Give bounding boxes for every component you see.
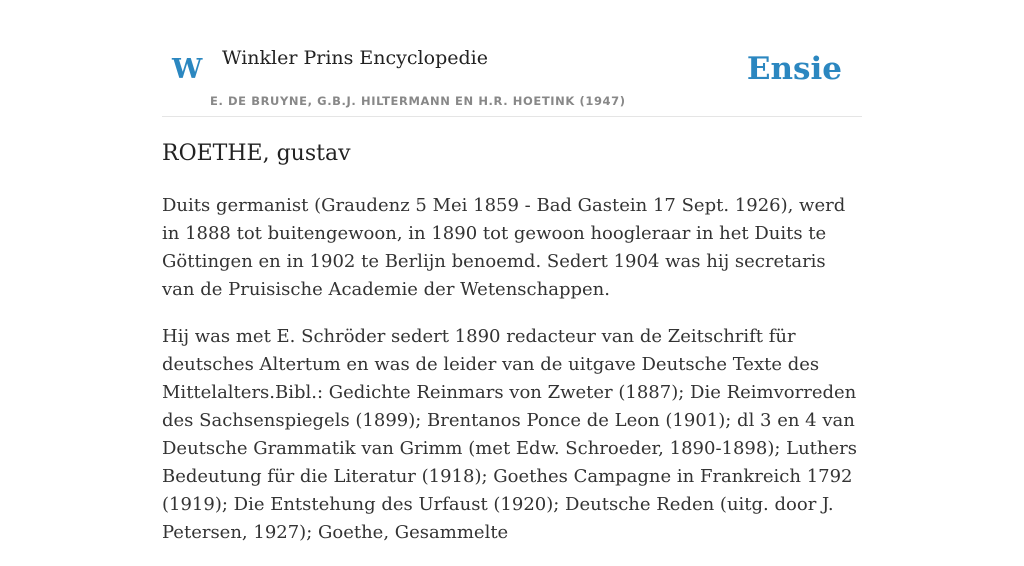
header	[162, 40, 862, 117]
book-title[interactable]: Winkler Prins Encyclopedie	[222, 47, 488, 69]
article-body	[162, 192, 862, 566]
article-title: ROETHE, gustav	[162, 141, 351, 166]
book-authors: E. DE BRUYNE, G.B.J. HILTERMANN EN H.R. HOETINK (1947)	[210, 94, 626, 108]
article-paragraph: Hij was met E. Schröder sedert 1890 redacteur van de Zeitschrift für deutsches Altertum en was de leider van de uitgave Deutsche Texte des Mittelalters.Bibl.: Gedichte Reinmars von Zweter (1887); Die Reimvorreden des Sachsenspiegels (1899); Brentanos Ponce de Leon (1901); dl 3 en 4 van Deutsche Grammatik van Grimm (met Edw. Schroeder, 1890-1898); Luthers Bedeutung für die Literatur (1918); Goethes Campagne in Frankreich 1792 (1919); Die Entstehung des Urfaust (1920); Deutsche Reden (uitg. door J. Petersen, 1927); Goethe, Gesammelte	[162, 326, 858, 543]
winkler-prins-logo[interactable]: W	[172, 54, 203, 85]
ensie-logo[interactable]: Ensie	[746, 51, 842, 87]
article-paragraph: Duits germanist (Graudenz 5 Mei 1859 - Bad Gastein 17 Sept. 1926), werd in 1888 tot buitengewoon, in 1890 tot gewoon hoogleraar in het Duits te Göttingen en in 1902 te Berlijn benoemd. Sedert 1904 was hij secretaris van de Pruisische Academie der Wetenschappen.	[162, 195, 846, 300]
